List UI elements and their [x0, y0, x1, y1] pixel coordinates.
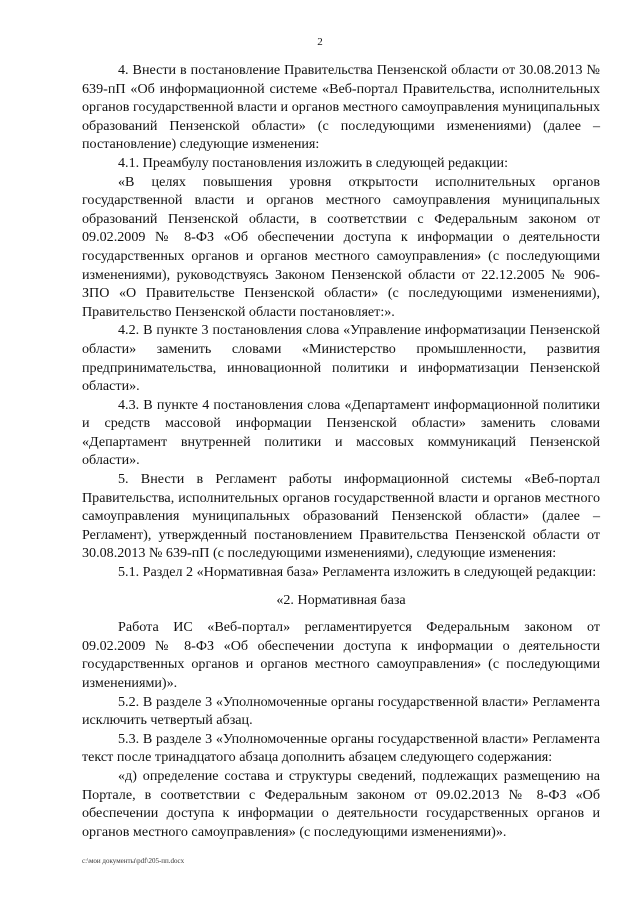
footer-file-path: c:\мои документы\pdf\205-пп.docx: [82, 857, 185, 865]
paragraph: «В целях повышения уровня открытости исполнительных органов государственной власти и органов местного самоуправления муниципальных образований Пензенской области, в соответствии с Федеральным законом от 09.02.2009 № 8-ФЗ «Об обеспечении доступа к информации о деятельности государственных органов и органов местного самоуправления» (с последующими изменениями), руководствуясь Законом Пензенской области от 22.12.2005 № 906-ЗПО «О Правительстве Пензенской области» (с последующими изменениями), Правительство Пензенской области постановляет:».: [82, 173, 600, 320]
paragraph: 4.3. В пункте 4 постановления слова «Департамент информационной политики и средств массовой информации Пензенской области» заменить словами «Департамент внутренней политики и массовых коммуникаций Пензенской области».: [82, 396, 600, 469]
paragraph: 5. Внести в Регламент работы информационной системы «Веб-портал Правительства, исполнительных органов государственной власти и органов местного самоуправления муниципальных образований Пензенской области» (далее – Регламент), утвержденный постановлением Правительства Пензенской области от 30.08.2013 № 639-пП (с последующими изменениями), следующие изменения:: [82, 471, 600, 562]
paragraph: «д) определение состава и структуры сведений, подлежащих размещению на Портале, в соответствии с Федеральным законом от 09.02.2013 № 8-ФЗ «Об обеспечении доступа к информации о деятельности государственных органов и органов местного самоуправления» (с последующими изменениями)».: [82, 767, 600, 840]
page-number: 2: [317, 36, 323, 48]
paragraph: 5.1. Раздел 2 «Нормативная база» Регламента изложить в следующей редакции:: [118, 564, 597, 581]
paragraph: Работа ИС «Веб-портал» регламентируется Федеральным законом от 09.02.2009 № 8-ФЗ «Об обеспечении доступа к информации о деятельности государственных органов и органов местного самоуправления» (с последующими изменениями)».: [82, 619, 600, 691]
paragraph: 4.1. Преамбулу постановления изложить в следующей редакции:: [118, 154, 508, 171]
paragraph: 4. Внести в постановление Правительства Пензенской области от 30.08.2013 № 639-пП «Об информационной системе «Веб-портал Правительства, исполнительных органов государственной власти и органов местного самоуправления муниципальных образований Пензенской области» (с последующими изменениями) (далее – постановление) следующие изменения:: [82, 62, 600, 153]
section-heading: «2. Нормативная база: [276, 591, 406, 608]
document-body: [82, 61, 600, 841]
paragraph: 5.3. В разделе 3 «Уполномоченные органы государственной власти» Регламента текст после тринадцатого абзаца дополнить абзацем следующего содержания:: [82, 730, 600, 766]
paragraph: 4.2. В пункте 3 постановления слова «Управление информатизации Пензенской области» заменить словами «Министерство промышленности, развития предпринимательства, инновационной политики и информатизации Пензенской области».: [82, 322, 600, 395]
paragraph: 5.2. В разделе 3 «Уполномоченные органы государственной власти» Регламента исключить четвертый абзац.: [82, 693, 600, 729]
